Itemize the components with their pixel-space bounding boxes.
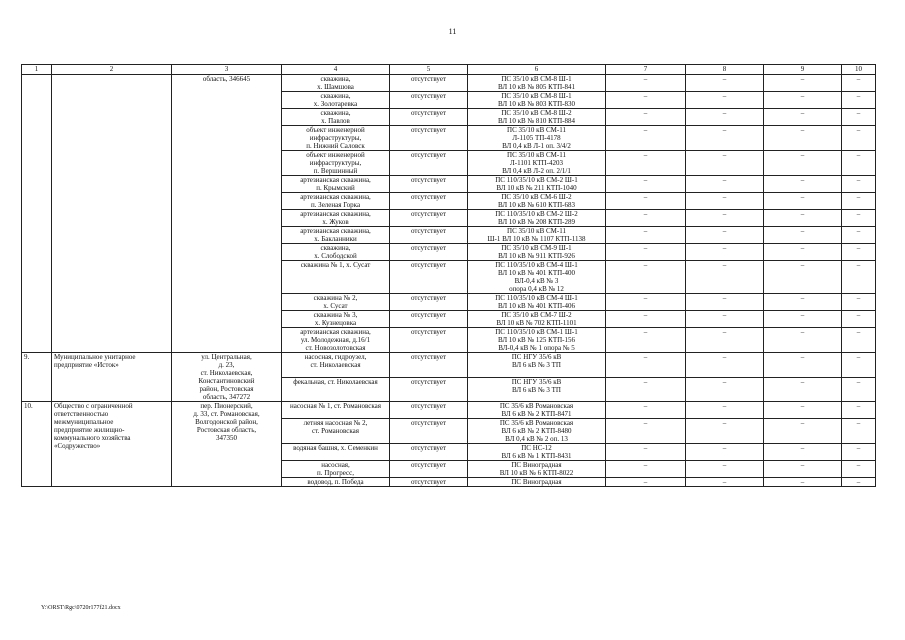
org-number-cell: 10. xyxy=(22,402,52,487)
object-cell: водяная башня, х. Семенкин xyxy=(282,444,390,461)
status-cell: отсутствует xyxy=(390,151,468,176)
object-cell: артезианская скважина, п. Крымский xyxy=(282,176,390,193)
dash-cell: – xyxy=(764,261,842,294)
power-source-cell: ПС 35/10 кВ СМ-11 Л-1101 КТП-4203 ВЛ 0,4 кВ Л-2 оп. 2/1/1 xyxy=(468,151,606,176)
object-cell: артезианская скважина, п. Зеленая Горка xyxy=(282,193,390,210)
dash-cell: – xyxy=(842,126,876,151)
dash-cell: – xyxy=(686,419,764,444)
power-source-cell: ПС 110/35/10 кВ СМ-2 Ш-1 ВЛ 10 кВ № 211 КТП-1040 xyxy=(468,176,606,193)
dash-cell: – xyxy=(686,126,764,151)
dash-cell: – xyxy=(842,353,876,378)
object-cell: насосная, гидроузел, ст. Николаевская xyxy=(282,353,390,378)
dash-cell: – xyxy=(764,92,842,109)
dash-cell: – xyxy=(686,193,764,210)
dash-cell: – xyxy=(606,151,686,176)
dash-cell: – xyxy=(842,461,876,478)
status-cell: отсутствует xyxy=(390,377,468,402)
dash-cell: – xyxy=(606,311,686,328)
dash-cell: – xyxy=(686,461,764,478)
dash-cell: – xyxy=(842,294,876,311)
object-cell: объект инженерной инфраструктуры, п. Нижний Саловск xyxy=(282,126,390,151)
dash-cell: – xyxy=(686,227,764,244)
status-cell: отсутствует xyxy=(390,419,468,444)
dash-cell: – xyxy=(606,402,686,419)
dash-cell: – xyxy=(606,294,686,311)
status-cell: отсутствует xyxy=(390,92,468,109)
dash-cell: – xyxy=(764,193,842,210)
dash-cell: – xyxy=(764,377,842,402)
object-cell: скважина, х. Золотаревка xyxy=(282,92,390,109)
page-number: 11 xyxy=(448,27,457,36)
status-cell: отсутствует xyxy=(390,328,468,353)
table-row xyxy=(22,402,876,419)
dash-cell: – xyxy=(606,244,686,261)
power-source-cell: ПС 35/10 кВ СМ-11 Ш-1 ВЛ 10 кВ № 1107 КТП-1138 xyxy=(468,227,606,244)
dash-cell: – xyxy=(764,478,842,487)
power-source-cell: ПС НГУ 35/6 кВ ВЛ 6 кВ № 3 ТП xyxy=(468,377,606,402)
status-cell: отсутствует xyxy=(390,402,468,419)
dash-cell: – xyxy=(764,419,842,444)
object-cell: артезианская скважина, х. Жуков xyxy=(282,210,390,227)
status-cell: отсутствует xyxy=(390,193,468,210)
column-number-cell: 7 xyxy=(606,65,686,75)
dash-cell: – xyxy=(606,419,686,444)
dash-cell: – xyxy=(686,261,764,294)
dash-cell: – xyxy=(606,92,686,109)
dash-cell: – xyxy=(606,444,686,461)
power-source-cell: ПС 110/35/10 кВ СМ-4 Ш-1 ВЛ 10 кВ № 401 КТП-400 ВЛ-0,4 кВ № 3 опора 0,4 кВ № 12 xyxy=(468,261,606,294)
status-cell: отсутствует xyxy=(390,210,468,227)
object-cell: фекальная, ст. Николаевская xyxy=(282,377,390,402)
dash-cell: – xyxy=(686,151,764,176)
status-cell: отсутствует xyxy=(390,75,468,92)
dash-cell: – xyxy=(842,227,876,244)
power-source-cell: ПС НГУ 35/6 кВ ВЛ 6 кВ № 3 ТП xyxy=(468,353,606,378)
status-cell: отсутствует xyxy=(390,461,468,478)
status-cell: отсутствует xyxy=(390,478,468,487)
dash-cell: – xyxy=(606,176,686,193)
dash-cell: – xyxy=(764,210,842,227)
dash-cell: – xyxy=(606,461,686,478)
dash-cell: – xyxy=(764,244,842,261)
object-cell: насосная, п. Прогресс, xyxy=(282,461,390,478)
dash-cell: – xyxy=(764,126,842,151)
dash-cell: – xyxy=(686,210,764,227)
column-number-cell: 3 xyxy=(172,65,282,75)
power-source-cell: ПС Виноградная ВЛ 10 кВ № 6 КТП-8022 xyxy=(468,461,606,478)
power-source-cell: ПС Виноградная xyxy=(468,478,606,487)
dash-cell: – xyxy=(842,311,876,328)
column-number-cell: 8 xyxy=(686,65,764,75)
object-cell: скважина, х. Шамшова xyxy=(282,75,390,92)
column-number-cell: 2 xyxy=(52,65,172,75)
object-cell: летняя насосная № 2, ст. Романовская xyxy=(282,419,390,444)
dash-cell: – xyxy=(606,227,686,244)
dash-cell: – xyxy=(842,261,876,294)
status-cell: отсутствует xyxy=(390,227,468,244)
status-cell: отсутствует xyxy=(390,244,468,261)
dash-cell: – xyxy=(686,75,764,92)
status-cell: отсутствует xyxy=(390,261,468,294)
dash-cell: – xyxy=(686,176,764,193)
dash-cell: – xyxy=(606,261,686,294)
dash-cell: – xyxy=(842,151,876,176)
dash-cell: – xyxy=(764,151,842,176)
power-source-cell: ПС 35/6 кВ Романовская ВЛ 6 кВ № 2 КТП-8471 xyxy=(468,402,606,419)
object-cell: объект инженерной инфраструктуры, п. Вершинный xyxy=(282,151,390,176)
dash-cell: – xyxy=(686,478,764,487)
org-name-cell: Общество с ограниченной ответственностью межмуниципальное предприятие жилищно- коммунального хозяйства «Содружество» xyxy=(52,402,172,487)
dash-cell: – xyxy=(686,328,764,353)
org-address-cell: пер. Пионерский, д. 33, ст. Романовская, Волгодонской район, Ростовская область, 347350 xyxy=(172,402,282,487)
status-cell: отсутствует xyxy=(390,444,468,461)
column-number-cell: 4 xyxy=(282,65,390,75)
power-source-cell: ПС 35/10 кВ СМ-8 Ш-1 ВЛ 10 кВ № 803 КТП-830 xyxy=(468,92,606,109)
object-cell: насосная № 1, ст. Романовская xyxy=(282,402,390,419)
dash-cell: – xyxy=(686,311,764,328)
dash-cell: – xyxy=(842,478,876,487)
object-cell: водовод, п. Победа xyxy=(282,478,390,487)
dash-cell: – xyxy=(764,402,842,419)
dash-cell: – xyxy=(842,444,876,461)
dash-cell: – xyxy=(764,461,842,478)
dash-cell: – xyxy=(686,244,764,261)
dash-cell: – xyxy=(686,444,764,461)
dash-cell: – xyxy=(764,328,842,353)
dash-cell: – xyxy=(764,444,842,461)
document-table xyxy=(21,64,876,487)
status-cell: отсутствует xyxy=(390,294,468,311)
dash-cell: – xyxy=(842,377,876,402)
dash-cell: – xyxy=(686,294,764,311)
dash-cell: – xyxy=(606,126,686,151)
dash-cell: – xyxy=(606,193,686,210)
power-source-cell: ПС 110/35/10 кВ СМ-1 Ш-1 ВЛ 10 кВ № 125 КТП-156 ВЛ-0,4 кВ № 1 опора № 5 xyxy=(468,328,606,353)
table-row xyxy=(22,353,876,378)
dash-cell: – xyxy=(686,377,764,402)
object-cell: скважина № 1, х. Сусат xyxy=(282,261,390,294)
column-number-cell: 9 xyxy=(764,65,842,75)
dash-cell: – xyxy=(764,109,842,126)
object-cell: артезианская скважина, х. Бакланники xyxy=(282,227,390,244)
power-source-cell: ПС 35/10 кВ СМ-8 Ш-1 ВЛ 10 кВ № 805 КТП-841 xyxy=(468,75,606,92)
column-number-cell: 10 xyxy=(842,65,876,75)
dash-cell: – xyxy=(842,328,876,353)
dash-cell: – xyxy=(606,210,686,227)
status-cell: отсутствует xyxy=(390,126,468,151)
power-source-cell: ПС НС-12 ВЛ 6 кВ № 1 КТП-8431 xyxy=(468,444,606,461)
power-source-cell: ПС 110/35/10 кВ СМ-2 Ш-2 ВЛ 10 кВ № 208 КТП-289 xyxy=(468,210,606,227)
dash-cell: – xyxy=(842,419,876,444)
column-number-row xyxy=(22,65,876,75)
table-row xyxy=(22,75,876,92)
dash-cell: – xyxy=(842,75,876,92)
org-address-cell: область, 346645 xyxy=(172,75,282,353)
column-number-cell: 1 xyxy=(22,65,52,75)
dash-cell: – xyxy=(764,227,842,244)
column-number-cell: 6 xyxy=(468,65,606,75)
power-source-cell: ПС 35/10 кВ СМ-9 Ш-1 ВЛ 10 кВ № 911 КТП-926 xyxy=(468,244,606,261)
dash-cell: – xyxy=(606,377,686,402)
power-source-cell: ПС 110/35/10 кВ СМ-4 Ш-1 ВЛ 10 кВ № 401 КТП-406 xyxy=(468,294,606,311)
object-cell: скважина № 2, х. Сусат xyxy=(282,294,390,311)
object-cell: артезианская скважина, ул. Молодежная, д.16/1 ст. Новозолотовская xyxy=(282,328,390,353)
dash-cell: – xyxy=(764,176,842,193)
dash-cell: – xyxy=(764,294,842,311)
dash-cell: – xyxy=(686,109,764,126)
power-source-cell: ПС 35/10 кВ СМ-11 Л-1105 ТП-4178 ВЛ 0,4 кВ Л-1 оп. 3/4/2 xyxy=(468,126,606,151)
dash-cell: – xyxy=(842,193,876,210)
dash-cell: – xyxy=(686,92,764,109)
power-source-cell: ПС 35/10 кВ СМ-8 Ш-2 ВЛ 10 кВ № 810 КТП-884 xyxy=(468,109,606,126)
dash-cell: – xyxy=(842,92,876,109)
dash-cell: – xyxy=(686,402,764,419)
status-cell: отсутствует xyxy=(390,311,468,328)
power-source-cell: ПС 35/6 кВ Романовская ВЛ 6 кВ № 2 КТП-8480 ВЛ 0,4 кВ № 2 оп. 13 xyxy=(468,419,606,444)
dash-cell: – xyxy=(764,311,842,328)
object-cell: скважина № 3, х. Кузнецовка xyxy=(282,311,390,328)
dash-cell: – xyxy=(842,244,876,261)
dash-cell: – xyxy=(764,353,842,378)
dash-cell: – xyxy=(764,75,842,92)
dash-cell: – xyxy=(606,75,686,92)
object-cell: скважина, х. Павлов xyxy=(282,109,390,126)
org-number-cell xyxy=(22,75,52,353)
status-cell: отсутствует xyxy=(390,109,468,126)
org-name-cell: Муниципальное унитарное предприятие «Исток» xyxy=(52,353,172,402)
org-address-cell: ул. Центральная, д. 23, ст. Николаевская, Константиновский район, Ростовская область, 347272 xyxy=(172,353,282,402)
column-number-cell: 5 xyxy=(390,65,468,75)
dash-cell: – xyxy=(842,402,876,419)
dash-cell: – xyxy=(842,176,876,193)
org-number-cell: 9. xyxy=(22,353,52,402)
footer-file-path: Y:\ORST\Rgc\0720r177f21.docx xyxy=(41,605,121,611)
dash-cell: – xyxy=(606,478,686,487)
dash-cell: – xyxy=(686,353,764,378)
org-name-cell xyxy=(52,75,172,353)
status-cell: отсутствует xyxy=(390,176,468,193)
object-cell: скважина, х. Слободской xyxy=(282,244,390,261)
dash-cell: – xyxy=(606,109,686,126)
power-source-cell: ПС 35/10 кВ СМ-6 Ш-2 ВЛ 10 кВ № 610 КТП-683 xyxy=(468,193,606,210)
power-source-cell: ПС 35/10 кВ СМ-7 Ш-2 ВЛ 10 кВ № 702 КТП-1101 xyxy=(468,311,606,328)
dash-cell: – xyxy=(842,109,876,126)
dash-cell: – xyxy=(606,353,686,378)
status-cell: отсутствует xyxy=(390,353,468,378)
dash-cell: – xyxy=(842,210,876,227)
dash-cell: – xyxy=(606,328,686,353)
